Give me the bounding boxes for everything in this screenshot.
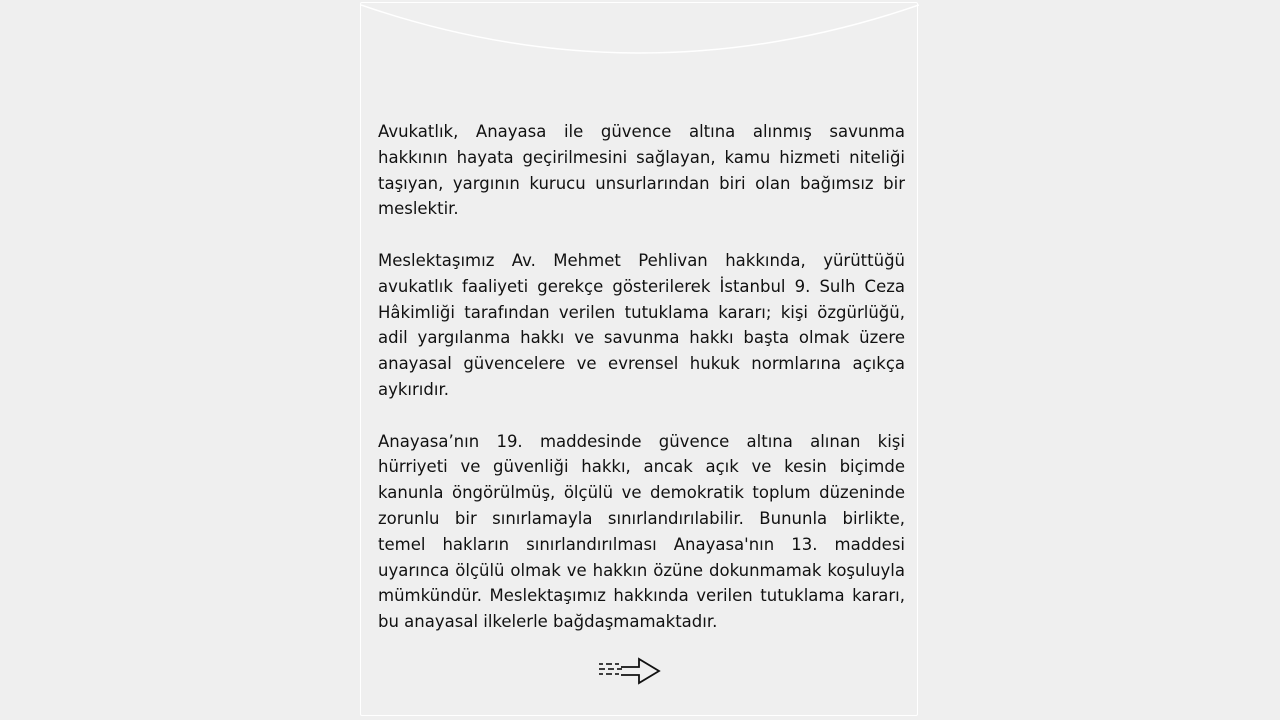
paragraph-3: Anayasa’nın 19. maddesinde güvence altına alınan kişi hürriyeti ve güvenliği hakkı, ancak açık ve kesin biçimde kanunla öngörülmüş, ölçülü ve demokratik toplum düzeninde zorunlu bir sınırlamayla sınırlandırılabilir. Bununla birlikte, temel hakların sınırlandırılması Anayasa'nın 13. maddesi uyarınca ölçülü olmak ve hakkın özüne dokunmamak koşuluyla mümkündür. Meslektaşımız hakkında verilen tutuklama kararı, bu anayasal ilkelerle bağdaşmamaktadır. xyxy=(378,431,905,632)
paragraph-1: Avukatlık, Anayasa ile güvence altına alınmış savunma hakkının hayata geçirilmesini sağlayan, kamu hizmeti niteliği taşıyan, yargının kurucu unsurlarından biri olan bağımsız bir meslektir. xyxy=(378,122,905,219)
document-card xyxy=(360,2,918,716)
paragraph-2: Meslektaşımız Av. Mehmet Pehlivan hakkında, yürüttüğü avukatlık faaliyeti gerekçe gösterilerek İstanbul 9. Sulh Ceza Hâkimliği tarafından verilen tutuklama kararı; kişi özgürlüğü, adil yargılanma hakkı ve savunma hakkı başta olmak üzere anayasal güvencelere ve evrensel hukuk normlarına açıkça aykırıdır. xyxy=(378,250,905,399)
card-top-curve xyxy=(361,3,919,63)
speed-arrow-right-icon[interactable] xyxy=(596,654,664,686)
document-body xyxy=(378,119,905,661)
